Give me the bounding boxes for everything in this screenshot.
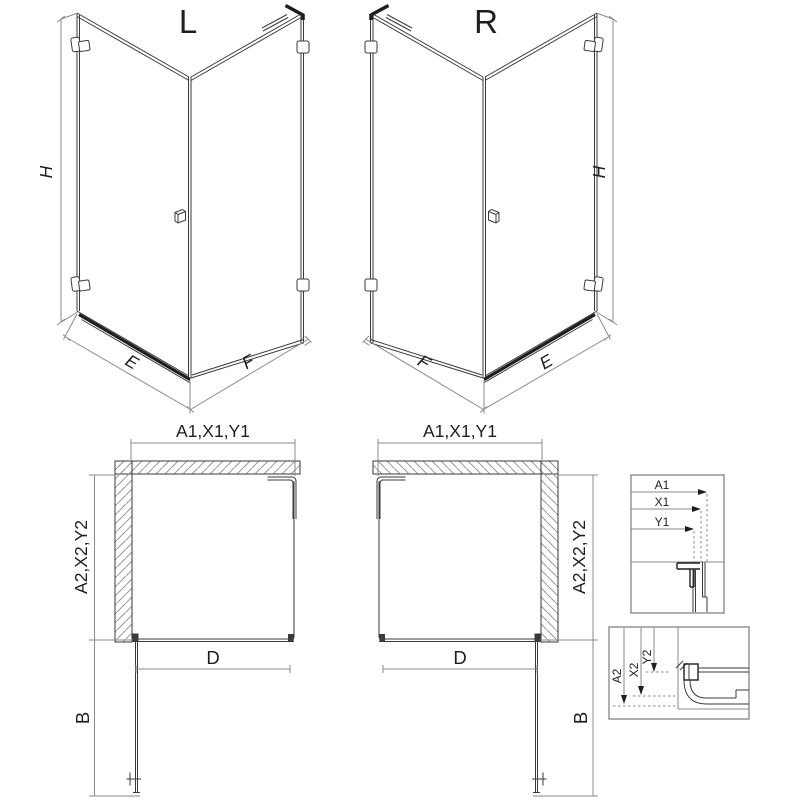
detail-h-y1-arrowhead xyxy=(685,526,694,532)
detail-v-y2-label: Y2 xyxy=(640,649,654,665)
detail-v-x2-arrowhead xyxy=(638,686,644,695)
iso-right-side-label: F xyxy=(414,350,434,374)
detail-v-a2-label: A2 xyxy=(610,668,624,684)
iso-right-height-label: H xyxy=(589,165,609,179)
detail-h-x1-arrowhead xyxy=(692,506,701,512)
iso-shower-left xyxy=(57,6,312,414)
detail-h-x1-label: X1 xyxy=(654,495,670,509)
detail-h-border xyxy=(631,475,724,613)
plan-left-door-label: D xyxy=(206,647,220,668)
detail-v-hook-inner xyxy=(690,680,749,698)
detail-box-vertical-offsets xyxy=(609,627,749,719)
detail-h-a1-label: A1 xyxy=(654,478,670,492)
plan-right-door-label: D xyxy=(453,647,467,668)
detail-v-rail-section xyxy=(684,664,698,680)
plan-view-right xyxy=(373,421,598,796)
detail-h-y1-label: Y1 xyxy=(654,515,670,529)
plan-shower-right xyxy=(373,461,558,793)
detail-v-rail-lines xyxy=(698,668,749,672)
plan-shower-left xyxy=(115,461,300,793)
iso-left-height-label: H xyxy=(36,165,56,179)
detail-box-horizontal-offsets xyxy=(631,475,724,613)
detail-v-a2-arrowhead xyxy=(621,695,627,704)
detail-h-profile-wall xyxy=(703,562,708,612)
plan-left-open-dim xyxy=(89,640,140,796)
iso-shower-right xyxy=(363,6,618,414)
detail-v-x2-label: X2 xyxy=(627,662,641,678)
iso-right-label: R xyxy=(474,3,498,40)
iso-view-left xyxy=(36,3,312,414)
iso-left-side-label: F xyxy=(238,350,258,374)
plan-right-open-label: B xyxy=(570,711,591,725)
detail-v-profile-section xyxy=(676,661,749,704)
iso-left-label: L xyxy=(178,3,198,40)
plan-right-top-label: A1,X1,Y1 xyxy=(423,421,497,441)
plan-view-left xyxy=(71,421,300,796)
detail-h-a1-arrowhead xyxy=(698,489,707,495)
plan-left-top-label: A1,X1,Y1 xyxy=(176,421,250,441)
detail-v-hook-outer xyxy=(684,680,749,704)
iso-view-right xyxy=(363,3,618,414)
detail-h-dashed-lines xyxy=(694,494,707,562)
iso-left-door-label: E xyxy=(121,350,143,374)
plan-left-side-label: A2,X2,Y2 xyxy=(71,520,91,594)
plan-left-open-label: B xyxy=(72,711,93,725)
iso-right-door-label: E xyxy=(535,350,557,374)
detail-h-profile-section xyxy=(677,562,707,612)
plan-right-side-label: A2,X2,Y2 xyxy=(569,520,589,594)
detail-h-profile-bracket xyxy=(677,563,700,587)
